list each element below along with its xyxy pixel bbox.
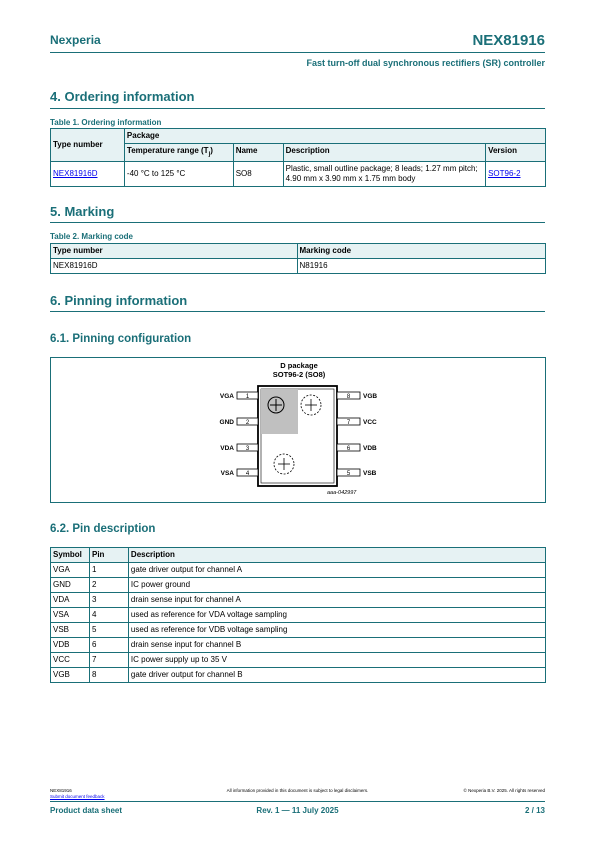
pinning-diagram-frame (50, 357, 546, 503)
footer-legal-notice: All information provided in this document is subject to legal disclaimers. (226, 788, 369, 793)
table-row (51, 563, 546, 578)
header-package: Package (124, 129, 545, 144)
table-row (51, 623, 546, 638)
pin-number: 1 (245, 394, 250, 400)
section-marking-title: 5. Marking (50, 204, 115, 219)
pin-number: 3 (89, 593, 128, 608)
table-row (51, 162, 546, 187)
table-row (51, 259, 546, 274)
section-rule (50, 311, 545, 312)
pin1-dot-icon (268, 397, 284, 413)
pin-description: IC power ground (128, 578, 545, 593)
pin1-marker-area (261, 389, 298, 434)
header-symbol: Symbol (51, 548, 90, 563)
footer-revision: Rev. 1 — 11 July 2025 (256, 806, 339, 815)
header-name: Name (233, 144, 283, 162)
pin-description: used as reference for VDB voltage sampling (128, 623, 545, 638)
table-row (51, 638, 546, 653)
pin-label: VGA (219, 393, 234, 400)
marking-table (50, 243, 546, 274)
header-type-number: Type number (51, 244, 298, 259)
pin-symbol: VCC (51, 653, 90, 668)
header-version: Version (486, 144, 546, 162)
pin-label: VDB (363, 445, 377, 452)
left-pin-1 (220, 392, 258, 400)
footer-copyright: © Nexperia B.V. 2025. All rights reserved (463, 788, 545, 793)
footer-page-number: 2 / 13 (524, 806, 545, 815)
header-rule (50, 52, 545, 53)
document-subtitle: Fast turn-off dual synchronous rectifiers (SR) controller (306, 58, 545, 68)
table-row (51, 608, 546, 623)
header-pin: Pin (89, 548, 128, 563)
pin-label: GND (219, 419, 234, 426)
right-pin-7 (337, 418, 377, 426)
pin-description-table (50, 547, 546, 683)
pin-symbol: VSB (51, 623, 90, 638)
type-number-value: NEX81916D (51, 259, 298, 274)
dashed-circle-icon (274, 454, 294, 474)
table-row (51, 593, 546, 608)
right-pin-6 (337, 444, 377, 452)
right-pin-5 (337, 469, 377, 477)
pin-description: gate driver output for channel A (128, 563, 545, 578)
right-pin-8 (337, 392, 377, 400)
table-row (51, 668, 546, 683)
section-pin-desc-title: 6.2. Pin description (50, 523, 156, 535)
pin-description: gate driver output for channel B (128, 668, 545, 683)
marking-code-value: N81916 (297, 259, 545, 274)
figure-reference: aaa-042997 (327, 490, 357, 496)
package-diagram (51, 358, 545, 502)
dashed-circle-icon (301, 395, 321, 415)
table-row (51, 578, 546, 593)
section-pinning-title: 6. Pinning information (50, 293, 188, 308)
pin-label: VCC (363, 419, 377, 426)
pin-description: IC power supply up to 35 V (128, 653, 545, 668)
pin-number: 4 (89, 608, 128, 623)
left-pin-3 (220, 444, 258, 452)
footer-document-type: Product data sheet (50, 806, 123, 815)
pin-number: 8 (346, 394, 351, 400)
pin-number: 5 (346, 471, 351, 477)
temperature-value: -40 °C to 125 °C (124, 162, 233, 187)
pin-number: 7 (346, 420, 351, 426)
package-name: SO8 (233, 162, 283, 187)
pin-number: 8 (89, 668, 128, 683)
header-description: Description (283, 144, 485, 162)
pin-number: 6 (346, 446, 351, 452)
pin-number: 2 (245, 420, 250, 426)
pin-symbol: VGB (51, 668, 90, 683)
left-pin-2 (220, 418, 258, 426)
section-ordering-title: 4. Ordering information (50, 89, 195, 104)
pin-number: 3 (245, 446, 250, 452)
package-subtitle: SOT96-2 (SO8) (272, 370, 326, 379)
pin-number: 6 (89, 638, 128, 653)
pin-symbol: GND (51, 578, 90, 593)
package-title: D package (280, 361, 318, 370)
left-pin-4 (221, 469, 258, 477)
pin-number: 4 (245, 471, 250, 477)
pin-number: 5 (89, 623, 128, 638)
header-type-number: Type number (51, 129, 125, 162)
pin-number: 2 (89, 578, 128, 593)
pin-number: 1 (89, 563, 128, 578)
header-description: Description (128, 548, 545, 563)
section-rule (50, 108, 545, 109)
footer-rule (50, 801, 545, 802)
section-pin-config-title: 6.1. Pinning configuration (50, 333, 192, 345)
document-number: NEX81916 (472, 32, 545, 49)
package-description: Plastic, small outline package; 8 leads; 1.27 mm pitch; 4.90 mm x 3.90 mm x 1.75 mm body (283, 162, 485, 187)
pin-label: VDA (220, 445, 234, 452)
version-link[interactable]: SOT96-2 (488, 169, 521, 179)
pin-symbol: VSA (51, 608, 90, 623)
header-temperature: Temperature range $(T_j)$ (124, 144, 233, 162)
ordering-table (50, 128, 546, 187)
pin-label: VGB (363, 393, 378, 400)
table2-caption: Table 2. Marking code (50, 232, 133, 241)
table1-caption: Table 1. Ordering information (50, 118, 162, 127)
footer-doc-number: NEX81916 (50, 788, 72, 793)
pin-label: VSB (363, 470, 377, 477)
pin-label: VSA (220, 470, 234, 477)
pin-description: used as reference for VDA voltage sampling (128, 608, 545, 623)
pin-number: 7 (89, 653, 128, 668)
type-number-link[interactable]: NEX81916D (53, 169, 98, 179)
submit-feedback-link[interactable]: Submit document feedback (50, 794, 105, 799)
pin-symbol: VGA (51, 563, 90, 578)
pin-symbol: VDA (51, 593, 90, 608)
section-rule (50, 222, 545, 223)
table-row (51, 653, 546, 668)
header-marking-code: Marking code (297, 244, 545, 259)
pin-description: drain sense input for channel A (128, 593, 545, 608)
brand-name: Nexperia (50, 33, 101, 47)
pin-symbol: VDB (51, 638, 90, 653)
pin-description: drain sense input for channel B (128, 638, 545, 653)
